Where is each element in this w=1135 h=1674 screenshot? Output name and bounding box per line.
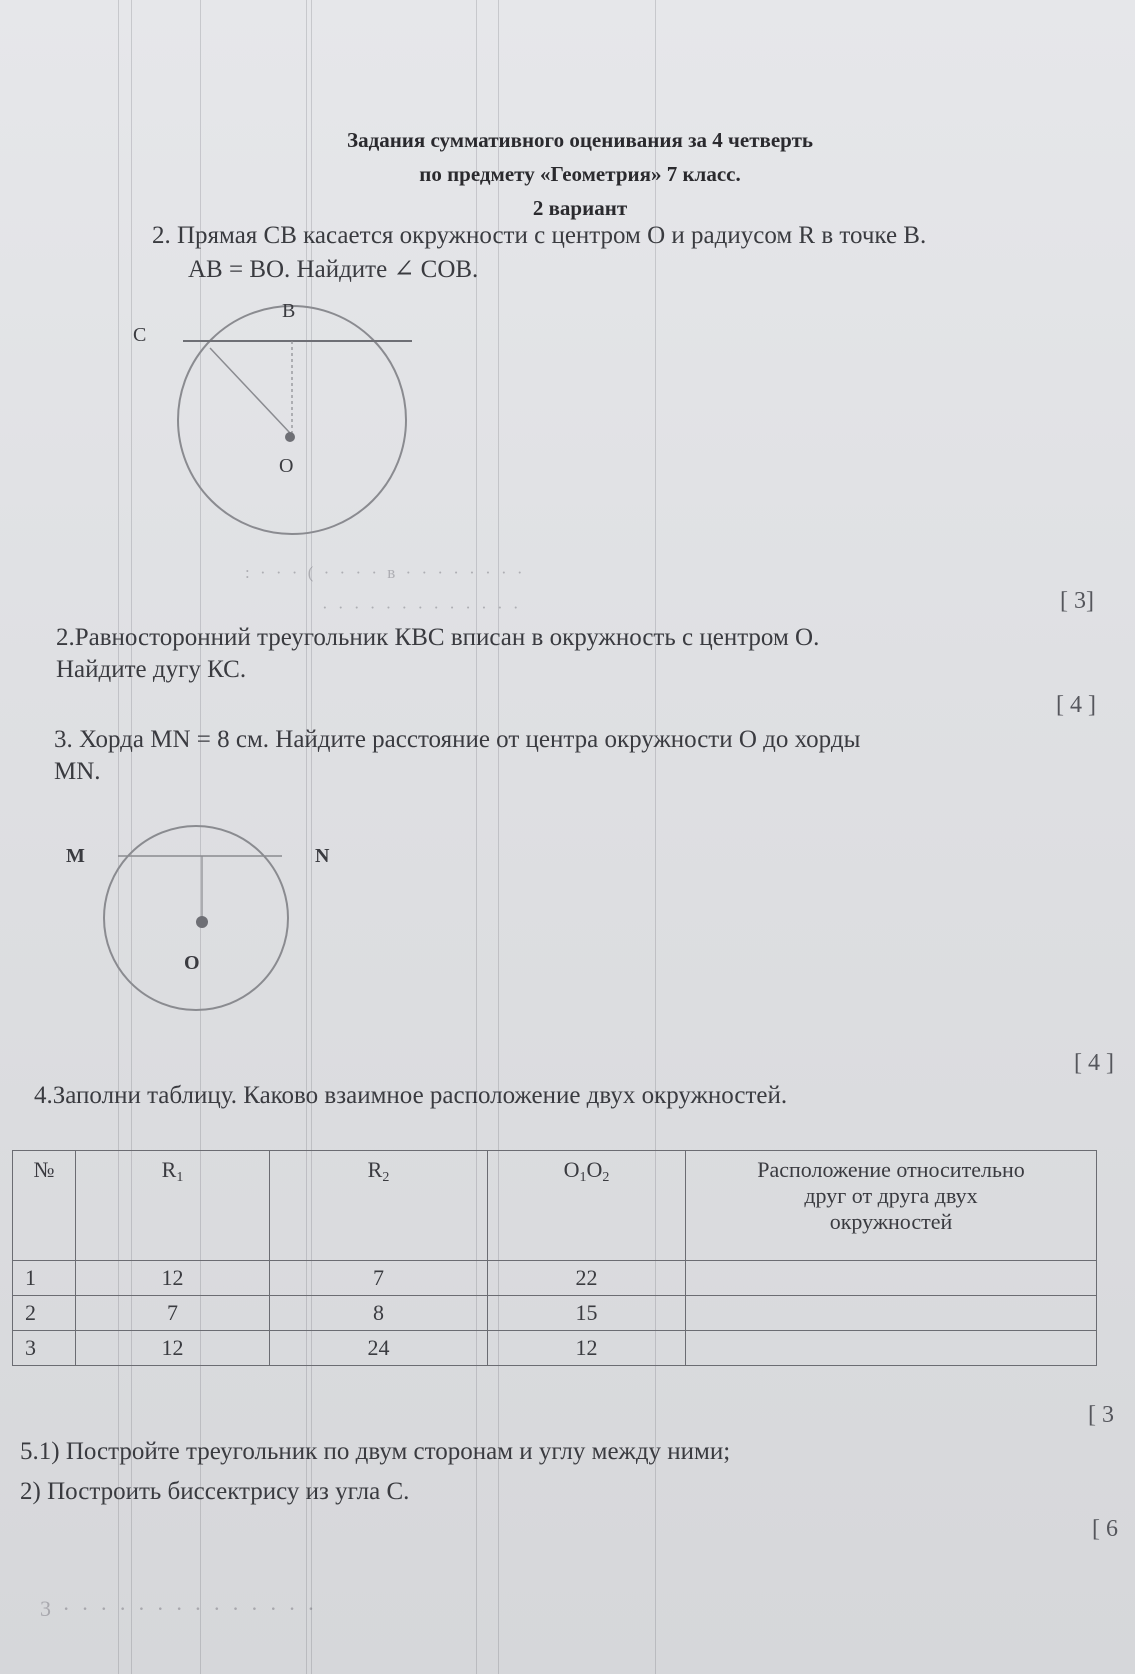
header-position: Расположение относительно друг от друга двух окружностей	[686, 1151, 1097, 1261]
table-row	[13, 1296, 1097, 1331]
cell-number: 3	[13, 1331, 76, 1366]
task2-text-line2: Найдите дугу КС.	[56, 656, 247, 683]
header-subject: по предмету «Геометрия» 7 класс.	[419, 162, 741, 186]
cell-number: 1	[13, 1261, 76, 1296]
task4-text: 4.Заполни таблицу. Каково взаимное расположение двух окружностей.	[34, 1082, 788, 1109]
cell-number: 2	[13, 1296, 76, 1331]
header-r2: $R_2$	[270, 1151, 488, 1261]
header-o1o2: $O_1O_2$	[488, 1151, 686, 1261]
task1-text-line2: АВ = ВО. Найдите ∠ СОВ.	[188, 256, 479, 283]
point-n-label: N	[315, 845, 330, 867]
task5-score: [ 6	[1092, 1516, 1118, 1542]
cell-o1o2: 15	[488, 1296, 686, 1331]
task3-text-line1: 3. Хорда MN = 8 см. Найдите расстояние от центра окружности О до хорды	[54, 726, 861, 753]
task2-text-line1: 2.Равносторонний треугольник КВС вписан в окружность с центром О.	[56, 624, 820, 651]
cell-r2: 24	[270, 1331, 488, 1366]
bleed-through-text: · · · · · · · · · · · · ·	[322, 598, 522, 617]
table-header-row	[13, 1151, 1097, 1261]
segment-co	[210, 348, 290, 433]
table-row	[13, 1331, 1097, 1366]
cell-position-answer[interactable]	[686, 1261, 1097, 1296]
cell-o1o2: 12	[488, 1331, 686, 1366]
bleed-through-text: 3 · · · · · · · · · · · · · ·	[40, 1596, 318, 1621]
cell-r2: 7	[270, 1261, 488, 1296]
header-title: Задания суммативного оценивания за 4 четверть	[347, 128, 813, 152]
task4-score: [ 3	[1088, 1402, 1114, 1428]
circles-table	[12, 1150, 1097, 1366]
point-m-label: M	[66, 845, 85, 867]
cell-position-answer[interactable]	[686, 1296, 1097, 1331]
task3-center-point	[196, 916, 208, 928]
point-o-label: O	[279, 455, 294, 477]
cell-r1: 7	[76, 1296, 270, 1331]
task5-text-line1: 5.1) Постройте треугольник по двум сторонам и углу между ними;	[20, 1438, 731, 1465]
point-b-label: B	[282, 300, 296, 322]
cell-position-answer[interactable]	[686, 1331, 1097, 1366]
task2-score: [ 4 ]	[1056, 692, 1096, 718]
task1-center-point	[285, 432, 295, 442]
task5-text-line2: 2) Построить биссектрису из угла С.	[20, 1478, 410, 1505]
header-r1: $R_1$	[76, 1151, 270, 1261]
table-row	[13, 1261, 1097, 1296]
task3-score: [ 4 ]	[1074, 1050, 1114, 1076]
cell-o1o2: 22	[488, 1261, 686, 1296]
cell-r1: 12	[76, 1331, 270, 1366]
bleed-through-text: : · · · ( · · · · в · · · · · · · ·	[245, 563, 526, 582]
task3-text-line2: MN.	[54, 758, 101, 785]
point-c-label: C	[133, 324, 147, 346]
cell-r1: 12	[76, 1261, 270, 1296]
header-number: №	[13, 1151, 76, 1261]
task1-text-line1: 2. Прямая СВ касается окружности с центром О и радиусом R в точке В.	[152, 222, 927, 249]
cell-r2: 8	[270, 1296, 488, 1331]
point-o2-label: O	[184, 952, 200, 974]
task3-circle	[104, 826, 288, 1010]
task1-score: [ 3]	[1060, 588, 1094, 614]
header-variant: 2 вариант	[532, 196, 628, 220]
